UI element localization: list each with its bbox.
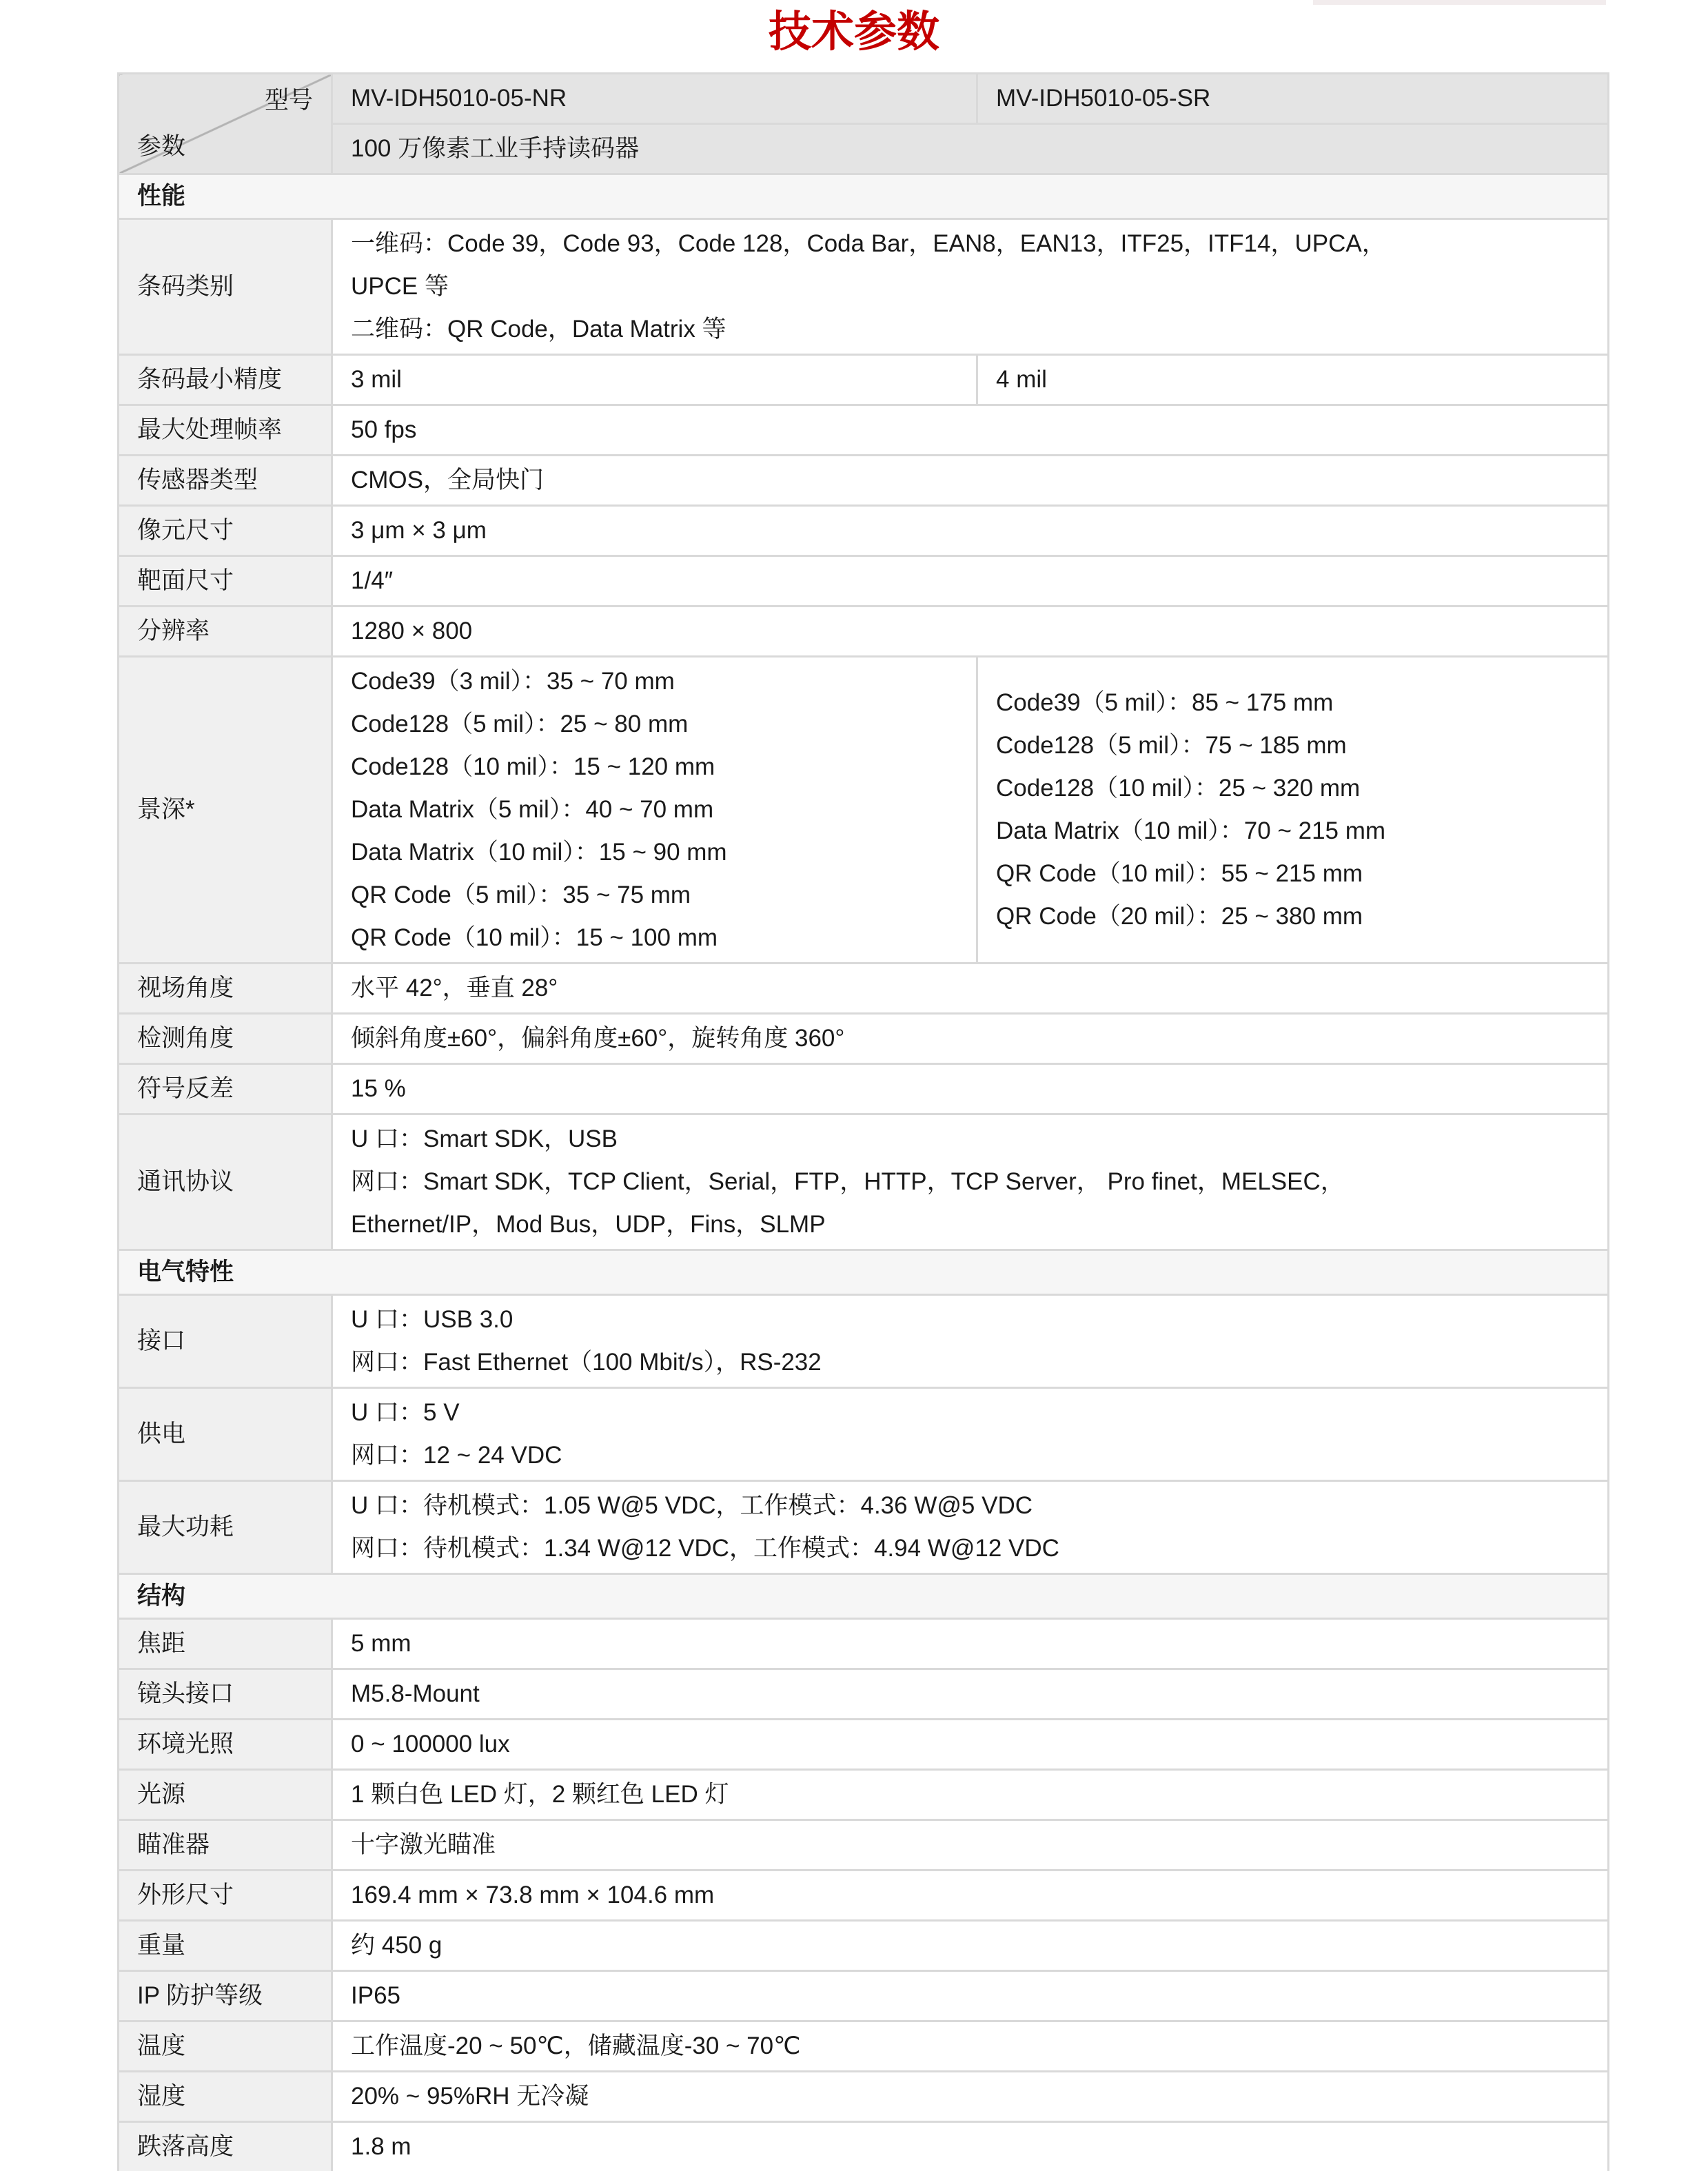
param-value-cell <box>332 1971 1609 2021</box>
cell-line: 十字激光瞄准 <box>351 1831 496 1858</box>
param-label-cell <box>119 1014 332 1064</box>
cell-line: 1280 × 800 <box>351 618 473 644</box>
param-label: 分辨率 <box>137 618 210 644</box>
param-label-cell <box>119 1619 332 1669</box>
section-title-text: 电气特性 <box>137 1258 234 1285</box>
param-label: 最大功耗 <box>137 1513 234 1540</box>
cell-line: 4 mil <box>996 366 1047 393</box>
param-label: 条码最小精度 <box>137 366 283 393</box>
spec-table <box>117 72 1609 2171</box>
table-row <box>119 1619 1609 1669</box>
param-value-cell <box>332 2122 1609 2171</box>
model-axis-label: 型号 <box>264 87 313 114</box>
param-label: 条码类别 <box>137 273 234 300</box>
table-row <box>119 2021 1609 2072</box>
table-row <box>119 219 1609 355</box>
page-title: 技术参数 <box>768 8 939 56</box>
param-value-cell <box>332 405 1609 456</box>
table-row <box>119 1820 1609 1871</box>
param-label-cell <box>119 1770 332 1820</box>
cell-line: U 口：待机模式：1.05 W@5 VDC，工作模式：4.36 W@5 VDC <box>351 1492 1033 1519</box>
param-value-cell <box>332 1064 1609 1114</box>
cell-line: Data Matrix（10 mil）：15 ~ 90 mm <box>351 839 727 866</box>
cell-line: Code128（5 mil）：25 ~ 80 mm <box>351 711 689 737</box>
table-row <box>119 1481 1609 1574</box>
param-label-cell <box>119 657 332 964</box>
param-label: IP 防护等级 <box>137 1982 263 2009</box>
param-label-cell <box>119 506 332 556</box>
param-value-cell <box>332 456 1609 506</box>
table-row <box>119 1921 1609 1971</box>
param-label-cell <box>119 456 332 506</box>
param-value-cell-col1 <box>332 355 977 405</box>
section-row <box>119 174 1609 219</box>
param-value-cell <box>332 1481 1609 1574</box>
param-label-cell <box>119 355 332 405</box>
param-value-cell <box>332 556 1609 607</box>
param-label: 温度 <box>137 2032 186 2059</box>
param-label-cell <box>119 1114 332 1250</box>
param-label-cell <box>119 1295 332 1388</box>
param-label-cell <box>119 2122 332 2171</box>
cell-line: Code128（10 mil）：15 ~ 120 mm <box>351 753 715 780</box>
param-value-cell <box>332 1921 1609 1971</box>
table-row <box>119 1871 1609 1921</box>
table-row <box>119 1064 1609 1114</box>
param-label: 湿度 <box>137 2083 186 2110</box>
param-value-cell <box>332 1720 1609 1770</box>
param-label-cell <box>119 607 332 657</box>
param-label: 景深* <box>137 796 195 823</box>
param-label-cell <box>119 2021 332 2072</box>
cell-line: Code39（3 mil）：35 ~ 70 mm <box>351 668 675 695</box>
cell-line: Code39（5 mil）：85 ~ 175 mm <box>996 689 1334 716</box>
param-value-cell <box>332 1871 1609 1921</box>
cell-line: Code128（10 mil）：25 ~ 320 mm <box>996 775 1361 802</box>
param-label-cell <box>119 1669 332 1720</box>
param-label: 重量 <box>137 1932 186 1959</box>
param-value-cell <box>332 1770 1609 1820</box>
param-value-cell-col1 <box>332 657 977 964</box>
cell-line: QR Code（5 mil）：35 ~ 75 mm <box>351 881 691 908</box>
param-label: 跌落高度 <box>137 2133 234 2160</box>
model-header-row <box>119 74 1609 124</box>
table-row <box>119 1014 1609 1064</box>
param-value-cell <box>332 1388 1609 1481</box>
cell-line: 工作温度-20 ~ 50℃，储藏温度-30 ~ 70℃ <box>351 2032 801 2059</box>
model-name-1: MV-IDH5010-05-NR <box>351 85 567 112</box>
cell-line: 50 fps <box>351 416 417 443</box>
table-row <box>119 1971 1609 2021</box>
cell-line: 网口：12 ~ 24 VDC <box>351 1442 562 1469</box>
model-name-2: MV-IDH5010-05-SR <box>996 85 1211 112</box>
section-title <box>119 174 1609 219</box>
cell-line: IP65 <box>351 1982 400 2009</box>
cell-line: 20% ~ 95%RH 无冷凝 <box>351 2083 589 2110</box>
table-row <box>119 1669 1609 1720</box>
cell-line: 1/4″ <box>351 567 394 594</box>
param-label-cell <box>119 1720 332 1770</box>
param-value-cell <box>332 607 1609 657</box>
param-label-cell <box>119 1871 332 1921</box>
cell-line: QR Code（10 mil）：55 ~ 215 mm <box>996 860 1363 887</box>
param-axis-label: 参数 <box>137 133 186 160</box>
cell-line: 5 mm <box>351 1630 411 1657</box>
table-row <box>119 2072 1609 2122</box>
cell-line: QR Code（20 mil）：25 ~ 380 mm <box>996 903 1363 930</box>
section-row <box>119 1250 1609 1295</box>
param-label: 检测角度 <box>137 1025 234 1052</box>
param-value-cell <box>332 2072 1609 2122</box>
cell-line: Data Matrix（5 mil）：40 ~ 70 mm <box>351 796 714 823</box>
param-label-cell <box>119 1820 332 1871</box>
param-label-cell <box>119 1064 332 1114</box>
param-label-cell <box>119 219 332 355</box>
param-value-cell <box>332 506 1609 556</box>
model-name-cell-1 <box>332 74 977 124</box>
table-row <box>119 1720 1609 1770</box>
param-label: 符号反差 <box>137 1075 234 1102</box>
model-name-cell-2 <box>977 74 1609 124</box>
cell-line: M5.8-Mount <box>351 1680 480 1707</box>
param-label-cell <box>119 964 332 1014</box>
table-row <box>119 556 1609 607</box>
param-value-cell <box>332 1669 1609 1720</box>
cell-line: 倾斜角度±60°，偏斜角度±60°，旋转角度 360° <box>351 1025 845 1052</box>
param-label-cell <box>119 556 332 607</box>
param-label: 传感器类型 <box>137 467 258 493</box>
product-description-cell <box>332 124 1609 174</box>
param-label-cell <box>119 1921 332 1971</box>
table-row <box>119 657 1609 964</box>
param-value-cell <box>332 2021 1609 2072</box>
cell-line: 3 μm × 3 μm <box>351 517 487 544</box>
table-row <box>119 405 1609 456</box>
cell-line: 1 颗白色 LED 灯，2 颗红色 LED 灯 <box>351 1781 729 1808</box>
param-label: 光源 <box>137 1781 186 1808</box>
cell-line: 网口：Smart SDK，TCP Client，Serial，FTP，HTTP，TCP Server， Pro finet，MELSEC， <box>351 1168 1345 1195</box>
param-value-cell <box>332 219 1609 355</box>
product-description-row <box>119 124 1609 174</box>
cell-line: CMOS，全局快门 <box>351 467 545 493</box>
param-value-cell <box>332 1295 1609 1388</box>
cell-line: Code128（5 mil）：75 ~ 185 mm <box>996 732 1347 759</box>
table-row <box>119 506 1609 556</box>
cell-line: 1.8 m <box>351 2133 411 2160</box>
param-label: 供电 <box>137 1420 186 1447</box>
table-row <box>119 607 1609 657</box>
product-description: 100 万像素工业手持读码器 <box>351 135 640 162</box>
diagonal-header-cell <box>119 74 332 174</box>
param-label: 外形尺寸 <box>137 1882 234 1908</box>
param-label-cell <box>119 2072 332 2122</box>
cell-line: Data Matrix（10 mil）：70 ~ 215 mm <box>996 817 1386 844</box>
cell-line: QR Code（10 mil）：15 ~ 100 mm <box>351 924 718 951</box>
cell-line: 一维码：Code 39，Code 93，Code 128，Coda Bar，EAN8，EAN13，ITF25，ITF14，UPCA， <box>351 230 1386 257</box>
param-label: 通讯协议 <box>137 1168 234 1195</box>
cell-line: U 口：Smart SDK，USB <box>351 1125 618 1152</box>
cell-line: 约 450 g <box>351 1932 443 1959</box>
section-title-text: 结构 <box>137 1582 186 1609</box>
param-value-cell <box>332 1014 1609 1064</box>
section-title <box>119 1574 1609 1619</box>
table-row <box>119 456 1609 506</box>
param-label: 接口 <box>137 1327 186 1354</box>
cell-line: 网口：Fast Ethernet（100 Mbit/s），RS-232 <box>351 1349 822 1376</box>
param-label: 靶面尺寸 <box>137 567 234 594</box>
cell-line: U 口：5 V <box>351 1399 460 1426</box>
cell-line: 0 ~ 100000 lux <box>351 1731 510 1757</box>
table-row <box>119 1295 1609 1388</box>
param-label-cell <box>119 1971 332 2021</box>
param-value-cell <box>332 964 1609 1014</box>
cell-line: 3 mil <box>351 366 402 393</box>
param-label: 瞄准器 <box>137 1831 210 1858</box>
param-label: 最大处理帧率 <box>137 416 283 443</box>
param-value-cell <box>332 1619 1609 1669</box>
param-label: 像元尺寸 <box>137 517 234 544</box>
param-value-cell <box>332 1114 1609 1250</box>
cell-line: 网口：待机模式：1.34 W@12 VDC，工作模式：4.94 W@12 VDC <box>351 1535 1059 1562</box>
table-row <box>119 2122 1609 2171</box>
param-label-cell <box>119 405 332 456</box>
cell-line: 水平 42°，垂直 28° <box>351 975 558 1001</box>
param-label: 焦距 <box>137 1630 186 1657</box>
param-value-cell-col2 <box>977 355 1609 405</box>
param-value-cell-col2 <box>977 657 1609 964</box>
cell-line: 169.4 mm × 73.8 mm × 104.6 mm <box>351 1882 715 1908</box>
table-row <box>119 964 1609 1014</box>
section-title-text: 性能 <box>137 183 186 210</box>
table-row <box>119 1388 1609 1481</box>
cell-line: 二维码：QR Code，Data Matrix 等 <box>351 316 726 343</box>
section-title <box>119 1250 1609 1295</box>
cell-line: Ethernet/IP，Mod Bus，UDP，Fins，SLMP <box>351 1211 826 1238</box>
param-label-cell <box>119 1388 332 1481</box>
param-value-cell <box>332 1820 1609 1871</box>
cropped-watermark-fragment <box>1313 0 1606 5</box>
table-row <box>119 355 1609 405</box>
table-row <box>119 1770 1609 1820</box>
cell-line: UPCE 等 <box>351 273 449 300</box>
param-label: 镜头接口 <box>137 1680 234 1707</box>
param-label: 环境光照 <box>137 1731 234 1757</box>
table-row <box>119 1114 1609 1250</box>
cell-line: 15 % <box>351 1075 406 1102</box>
param-label: 视场角度 <box>137 975 234 1001</box>
param-label-cell <box>119 1481 332 1574</box>
section-row <box>119 1574 1609 1619</box>
cell-line: U 口：USB 3.0 <box>351 1306 514 1333</box>
